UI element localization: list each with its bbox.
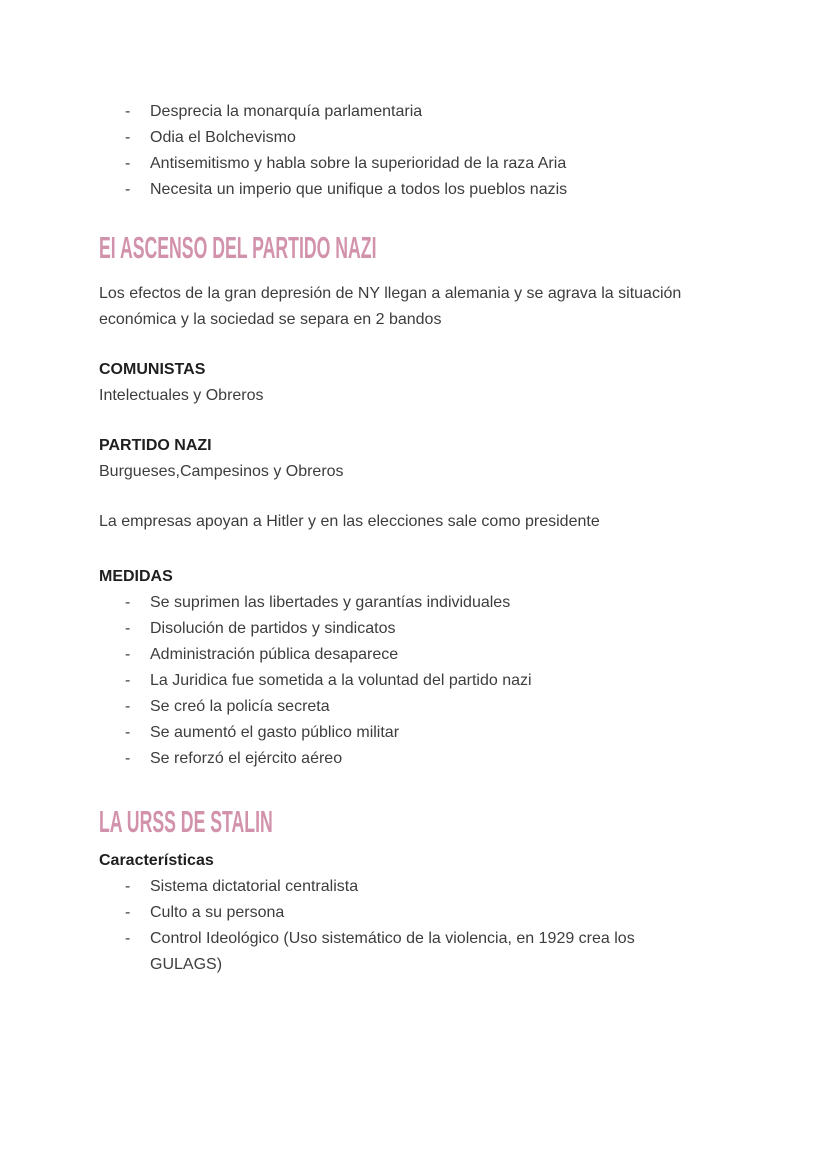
dash-bullet: - (125, 930, 131, 947)
list-item (99, 177, 731, 203)
list-item-text: Se aumentó el gasto público militar (150, 724, 400, 741)
dash-bullet: - (125, 750, 131, 767)
list-item (99, 746, 731, 772)
dash-bullet: - (125, 129, 131, 146)
dash-bullet: - (125, 672, 131, 689)
list-item-text: Se creó la policía secreta (150, 698, 330, 715)
list-item-text: Odia el Bolchevismo (150, 129, 296, 146)
subheading-caracteristicas: Características (99, 852, 214, 869)
list-item (99, 642, 731, 668)
list-item-text: Administración pública desaparece (150, 646, 399, 663)
dash-bullet: - (125, 646, 131, 663)
list-item (99, 125, 731, 151)
caracteristicas-list (99, 874, 731, 978)
group-partido-nazi (99, 433, 731, 485)
list-item-text: La Juridica fue sometida a la voluntad del partido nazi (150, 672, 532, 689)
list-item-text: Antisemitismo y habla sobre la superioridad de la raza Aria (150, 155, 567, 172)
subheading-comunistas: COMUNISTAS (99, 361, 206, 378)
partido-nazi-body: Burgueses,Campesinos y Obreros (99, 463, 344, 480)
comunistas-body: Intelectuales y Obreros (99, 387, 264, 404)
dash-bullet: - (125, 620, 131, 637)
list-item-text: Disolución de partidos y sindicatos (150, 620, 396, 637)
hitler-traits-list (99, 99, 731, 203)
paragraph-ascenso-intro: Los efectos de la gran depresión de NY llegan a alemania y se agrava la situación económica y la sociedad se separa en 2 bandos (99, 285, 682, 328)
group-comunistas (99, 357, 731, 409)
subheading-medidas: MEDIDAS (99, 568, 173, 585)
paragraph-empresas-note: La empresas apoyan a Hitler y en las elecciones sale como presidente (99, 513, 600, 530)
list-item (99, 616, 731, 642)
list-item (99, 720, 731, 746)
section-title-ascenso-partido-nazi: EI ASCENSO DEL PARTIDO NAZI (99, 230, 377, 265)
medidas-list (99, 590, 731, 772)
list-item (99, 99, 731, 125)
dash-bullet: - (125, 698, 131, 715)
dash-bullet: - (125, 724, 131, 741)
list-item-text: Culto a su persona (150, 904, 285, 921)
list-item (99, 874, 731, 900)
list-item-text: Se reforzó el ejército aéreo (150, 750, 343, 767)
list-item (99, 900, 731, 926)
list-item-text: Desprecia la monarquía parlamentaria (150, 103, 423, 120)
dash-bullet: - (125, 594, 131, 611)
list-item-text: Sistema dictatorial centralista (150, 878, 359, 895)
list-item (99, 151, 731, 177)
list-item (99, 694, 731, 720)
list-item-text: Control Ideológico (Uso sistemático de la violencia, en 1929 crea los GULAGS) (150, 930, 635, 973)
section-title-urss-stalin: LA URSS DE STALIN (99, 804, 273, 839)
subheading-partido-nazi: PARTIDO NAZI (99, 437, 212, 454)
list-item-text: Se suprimen las libertades y garantías individuales (150, 594, 511, 611)
list-item (99, 668, 731, 694)
dash-bullet: - (125, 904, 131, 921)
list-item (99, 590, 731, 616)
dash-bullet: - (125, 181, 131, 198)
dash-bullet: - (125, 103, 131, 120)
dash-bullet: - (125, 878, 131, 895)
dash-bullet: - (125, 155, 131, 172)
list-item (99, 926, 731, 978)
list-item-text: Necesita un imperio que unifique a todos los pueblos nazis (150, 181, 568, 198)
